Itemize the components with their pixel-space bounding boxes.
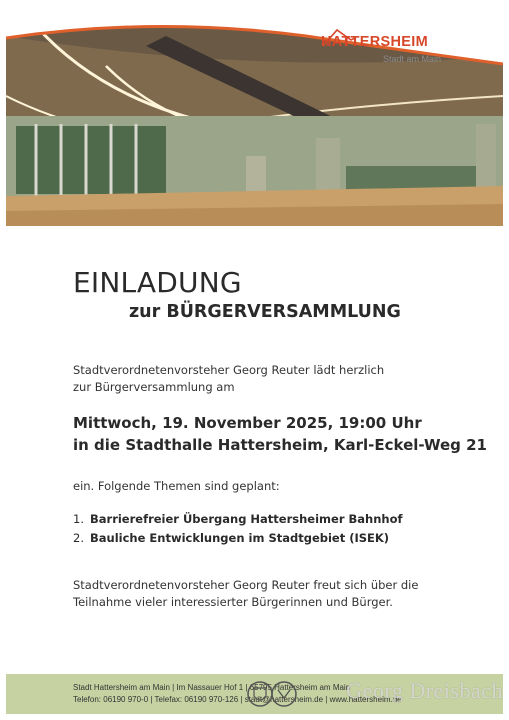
intro-line-1: Stadtverordnetenvorsteher Georg Reuter lädt herzlich <box>73 363 385 377</box>
outro-line-2: Teilnahme vieler interessierter Bürgerinnen und Bürger. <box>73 595 393 609</box>
list-item-number: 2. <box>73 531 84 545</box>
footer-address: Stadt Hattersheim am Main | Im Nassauer Hof 1 | 65795 Hattersheim am Main <box>73 683 351 692</box>
event-date: Mittwoch, 19. November 2025, 19:00 Uhr <box>73 414 422 432</box>
intro-line-2: zur Bürgerversammlung am <box>73 380 235 394</box>
logo-name: HATTERSHEIM <box>321 34 428 50</box>
list-item-number: 1. <box>73 512 84 526</box>
list-item-text: Bauliche Entwicklungen im Stadtgebiet (ISEK) <box>90 531 390 545</box>
coat-of-arms-icon <box>246 678 298 710</box>
list-item <box>73 529 403 548</box>
footer-contact: Telefon: 06190 970-0 | Telefax: 06190 970-126 | stadt@hattersheim.de | www.hattersheim.de <box>73 695 402 704</box>
topic-list <box>73 510 403 548</box>
page-title: EINLADUNG <box>73 266 242 299</box>
house-logo-icon <box>321 26 357 48</box>
closing-text <box>73 577 433 611</box>
outro-line-1: Stadtverordnetenvorsteher Georg Reuter freut sich über die <box>73 578 419 592</box>
event-location: in die Stadthalle Hattersheim, Karl-Eckel-Weg 21 <box>73 436 487 454</box>
photographer-watermark: Georg Dreisbach <box>346 678 503 703</box>
logo-tagline: Stadt am Main <box>383 54 442 64</box>
intro-text <box>73 362 413 396</box>
page-subtitle: zur BÜRGERVERSAMMLUNG <box>129 302 401 322</box>
list-item-text: Barrierefreier Übergang Hattersheimer Bahnhof <box>90 512 403 526</box>
header-photo <box>6 6 503 226</box>
list-item <box>73 510 403 529</box>
hattersheim-logo <box>321 26 491 72</box>
themes-intro: ein. Folgende Themen sind geplant: <box>73 479 280 493</box>
